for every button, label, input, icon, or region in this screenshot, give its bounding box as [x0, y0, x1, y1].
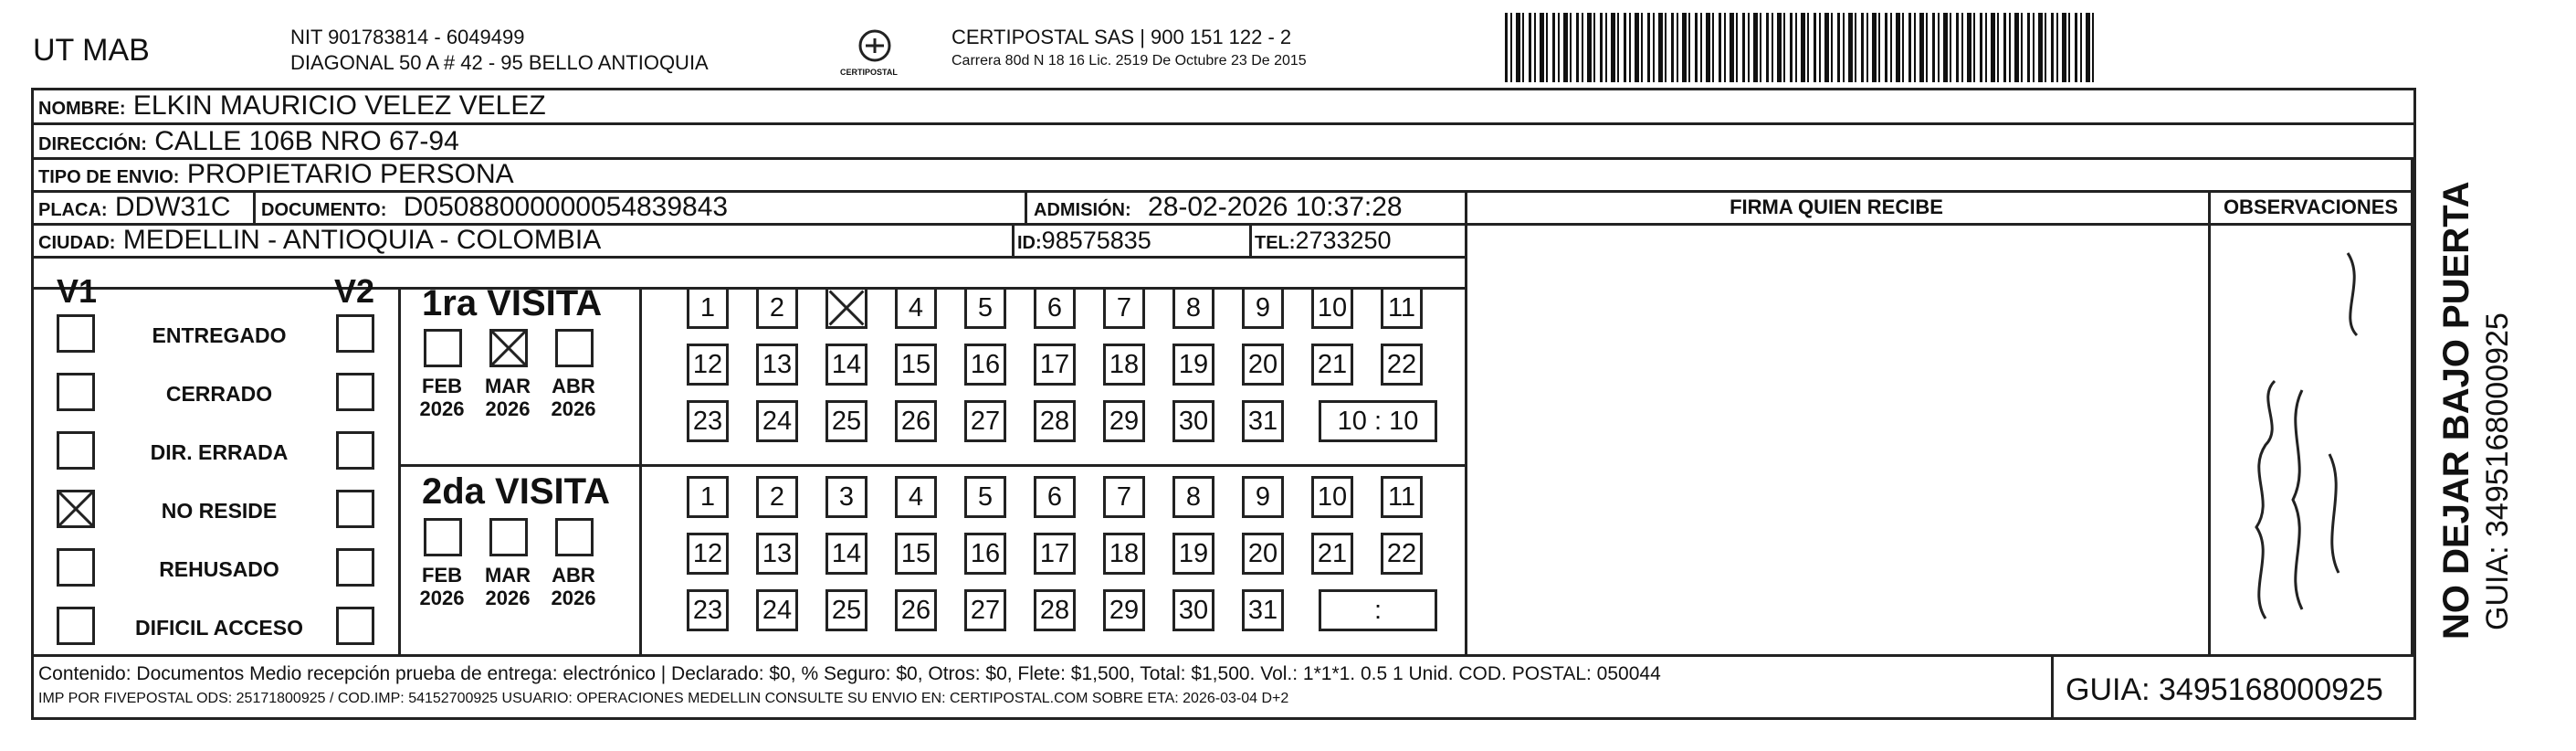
day-cell[interactable]: 17 [1034, 344, 1076, 386]
month-label [541, 564, 606, 609]
status-v2-checkbox[interactable] [336, 490, 374, 528]
barcode [1505, 13, 2094, 82]
month-year: 2026 [551, 397, 596, 420]
day-cell[interactable]: 29 [1103, 400, 1145, 442]
footer-guia: GUIA: 3495168000925 [2066, 672, 2383, 707]
time-field[interactable]: 10 : 10 [1319, 400, 1437, 442]
day-cell[interactable]: 7 [1103, 287, 1145, 329]
month-year: 2026 [485, 587, 531, 609]
day-cell[interactable]: 27 [964, 589, 1006, 631]
day-cell[interactable]: 9 [1242, 476, 1284, 518]
tipo-label: TIPO DE ENVIO: [38, 167, 180, 187]
visit2-title: 2da VISITA [422, 471, 610, 512]
month-year: 2026 [419, 397, 465, 420]
month-checkbox[interactable] [489, 518, 528, 556]
month-name: MAR [484, 564, 531, 587]
v1-label: V1 [57, 272, 98, 310]
day-cell[interactable]: 28 [1034, 400, 1076, 442]
tipo-row [38, 159, 514, 190]
status-label: ENTREGADO [152, 323, 287, 347]
month-checkbox[interactable] [424, 329, 462, 367]
month-year: 2026 [419, 587, 465, 609]
tel-row [1255, 227, 1392, 255]
admision-row [1034, 192, 1403, 223]
day-cell[interactable]: 15 [895, 533, 937, 575]
direccion-label: DIRECCIÓN: [38, 134, 147, 154]
day-cell[interactable]: 12 [687, 533, 729, 575]
month-name: FEB [422, 375, 462, 397]
ciudad-label: CIUDAD: [38, 233, 116, 253]
id-value: 98575835 [1041, 227, 1151, 254]
company-name: UT MAB [33, 33, 150, 68]
month-label [475, 375, 541, 420]
nombre-row [38, 90, 546, 122]
day-cell[interactable]: 23 [687, 589, 729, 631]
day-cell[interactable]: 2 [756, 476, 798, 518]
day-cell[interactable]: 5 [964, 476, 1006, 518]
admision-label: ADMISIÓN: [1034, 200, 1131, 220]
day-cell[interactable]: 8 [1172, 476, 1214, 518]
day-cell[interactable]: 22 [1381, 344, 1423, 386]
month-label [409, 375, 475, 420]
month-name: ABR [552, 375, 595, 397]
day-cell[interactable]: 22 [1381, 533, 1423, 575]
direccion-value: CALLE 106B NRO 67-94 [154, 126, 459, 156]
ciudad-row [38, 225, 601, 256]
status-v2-checkbox[interactable] [336, 548, 374, 587]
logo-text: CERTIPOSTAL [840, 68, 898, 77]
status-v2-checkbox[interactable] [336, 373, 374, 411]
month-name: ABR [552, 564, 595, 587]
side-guia: GUIA: 3495168000925 [2480, 312, 2515, 630]
day-cell[interactable]: 10 [1311, 287, 1353, 329]
documento-value: D05088000000054839843 [403, 192, 729, 222]
day-cell[interactable]: 30 [1172, 400, 1214, 442]
day-cell[interactable] [825, 287, 867, 329]
day-cell[interactable]: 25 [825, 400, 867, 442]
time-field[interactable]: : [1319, 589, 1437, 631]
day-cell[interactable]: 5 [964, 287, 1006, 329]
day-cell[interactable]: 28 [1034, 589, 1076, 631]
admision-value: 28-02-2026 10:37:28 [1148, 192, 1403, 222]
v2-label: V2 [334, 272, 375, 310]
day-cell[interactable]: 19 [1172, 344, 1214, 386]
direccion-row [38, 126, 459, 157]
day-cell[interactable]: 9 [1242, 287, 1284, 329]
status-v1-checkbox[interactable] [57, 607, 95, 645]
day-cell[interactable]: 26 [895, 589, 937, 631]
day-cell[interactable]: 31 [1242, 589, 1284, 631]
company-nit: NIT 901783814 - 6049499 [290, 26, 525, 48]
status-label: DIFICIL ACCESO [134, 616, 303, 640]
handwritten-notes [2211, 226, 2411, 654]
day-cell[interactable]: 20 [1242, 533, 1284, 575]
day-cell[interactable]: 25 [825, 589, 867, 631]
month-checkbox[interactable] [489, 329, 528, 367]
day-cell[interactable]: 4 [895, 287, 937, 329]
month-label [541, 375, 606, 420]
day-cell[interactable]: 21 [1311, 533, 1353, 575]
day-cell[interactable]: 12 [687, 344, 729, 386]
day-cell[interactable]: 30 [1172, 589, 1214, 631]
visit1-title: 1ra VISITA [422, 283, 603, 323]
tipo-value: PROPIETARIO PERSONA [186, 159, 514, 189]
status-v1-checkbox[interactable] [57, 314, 95, 353]
status-v1-checkbox[interactable] [57, 548, 95, 587]
day-cell[interactable]: 2 [756, 287, 798, 329]
day-cell[interactable]: 16 [964, 533, 1006, 575]
status-label: CERRADO [165, 382, 273, 406]
certipostal-logo [838, 26, 911, 80]
nombre-value: ELKIN MAURICIO VELEZ VELEZ [132, 90, 546, 121]
month-name: FEB [422, 564, 462, 587]
day-cell[interactable]: 1 [687, 287, 729, 329]
day-cell[interactable]: 23 [687, 400, 729, 442]
placa-value: DDW31C [114, 192, 231, 222]
day-cell[interactable]: 24 [756, 589, 798, 631]
day-cell[interactable]: 14 [825, 344, 867, 386]
id-label: ID: [1017, 233, 1042, 253]
day-cell[interactable]: 11 [1381, 476, 1423, 518]
day-cell[interactable]: 18 [1103, 533, 1145, 575]
day-cell[interactable]: 26 [895, 400, 937, 442]
status-label: DIR. ERRADA [150, 440, 289, 464]
day-cell[interactable]: 24 [756, 400, 798, 442]
firma-label: FIRMA QUIEN RECIBE [1730, 196, 1943, 218]
day-cell[interactable]: 7 [1103, 476, 1145, 518]
day-cell[interactable]: 29 [1103, 589, 1145, 631]
day-cell[interactable]: 4 [895, 476, 937, 518]
day-cell[interactable]: 17 [1034, 533, 1076, 575]
month-checkbox[interactable] [424, 518, 462, 556]
footer-imp: IMP POR FIVEPOSTAL ODS: 25171800925 / COD.IMP: 54152700925 USUARIO: OPERACIONES MEDELLIN CONSULTE SU ENVIO EN: CERTIPOSTAL.COM SOBRE ETA: 2026-03-04 D+2 [38, 691, 1289, 706]
id-row [1017, 227, 1151, 255]
courier-license: Carrera 80d N 18 16 Lic. 2519 De Octubre 23 De 2015 [952, 53, 1307, 69]
footer-contenido: Contenido: Documentos Medio recepción prueba de entrega: electrónico | Declarado: $0, % Seguro: $0, Otros: $0, Flete: $1,500, Total: $1,500. Vol.: 1*1*1. 0.5 1 Unid. COD. POSTAL: 050044 [38, 663, 1661, 684]
status-v2-checkbox[interactable] [336, 314, 374, 353]
status-v2-checkbox[interactable] [336, 607, 374, 645]
day-cell[interactable]: 10 [1311, 476, 1353, 518]
status-v1-checkbox[interactable] [57, 431, 95, 470]
day-cell[interactable]: 16 [964, 344, 1006, 386]
status-v2-checkbox[interactable] [336, 431, 374, 470]
month-year: 2026 [485, 397, 531, 420]
documento-label: DOCUMENTO: [261, 200, 387, 220]
month-checkbox[interactable] [555, 329, 594, 367]
status-v1-checkbox[interactable] [57, 490, 95, 528]
day-cell[interactable]: 8 [1172, 287, 1214, 329]
placa-label: PLACA: [38, 200, 108, 220]
status-v1-checkbox[interactable] [57, 373, 95, 411]
month-label [475, 564, 541, 609]
day-cell[interactable]: 6 [1034, 476, 1076, 518]
day-cell[interactable]: 1 [687, 476, 729, 518]
day-cell[interactable]: 11 [1381, 287, 1423, 329]
placa-row [38, 192, 231, 223]
day-cell[interactable]: 20 [1242, 344, 1284, 386]
day-cell[interactable]: 13 [756, 344, 798, 386]
day-cell[interactable]: 19 [1172, 533, 1214, 575]
day-cell[interactable]: 13 [756, 533, 798, 575]
month-year: 2026 [551, 587, 596, 609]
tel-value: 2733250 [1295, 227, 1392, 254]
day-cell[interactable]: 31 [1242, 400, 1284, 442]
month-checkbox[interactable] [555, 518, 594, 556]
day-cell[interactable]: 14 [825, 533, 867, 575]
month-name: MAR [484, 375, 531, 397]
documento-row [261, 192, 728, 223]
day-cell[interactable]: 18 [1103, 344, 1145, 386]
day-cell[interactable]: 27 [964, 400, 1006, 442]
day-cell[interactable]: 21 [1311, 344, 1353, 386]
day-cell[interactable]: 6 [1034, 287, 1076, 329]
company-address: DIAGONAL 50 A # 42 - 95 BELLO ANTIOQUIA [290, 51, 709, 74]
tel-label: TEL: [1255, 233, 1296, 253]
month-label [409, 564, 475, 609]
ciudad-value: MEDELLIN - ANTIOQUIA - COLOMBIA [122, 225, 602, 255]
courier-name: CERTIPOSTAL SAS | 900 151 122 - 2 [952, 26, 1292, 48]
status-label: REHUSADO [159, 557, 279, 581]
status-label: NO RESIDE [161, 499, 278, 523]
nombre-label: NOMBRE: [38, 99, 126, 119]
day-cell[interactable]: 3 [825, 476, 867, 518]
day-cell[interactable]: 15 [895, 344, 937, 386]
side-warning: NO DEJAR BAJO PUERTA [2436, 181, 2476, 640]
observaciones-label: OBSERVACIONES [2223, 196, 2399, 218]
